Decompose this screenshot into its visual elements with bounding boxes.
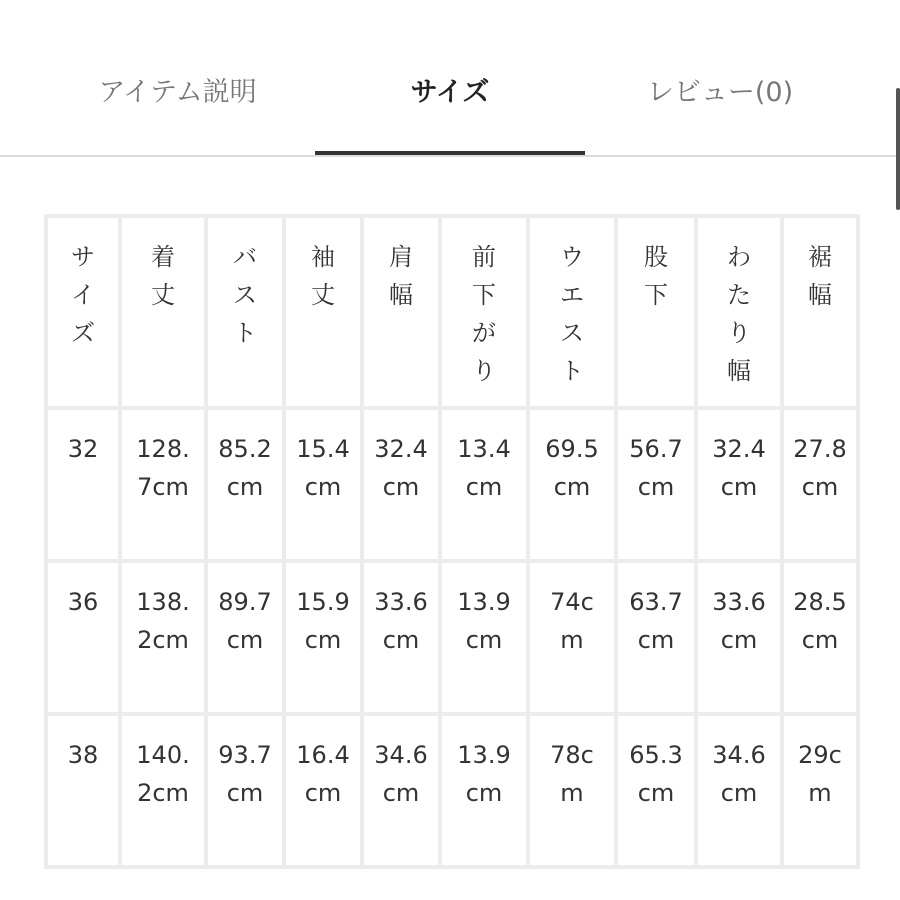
header-cell: 肩幅: [362, 216, 440, 408]
size-cell: 32: [46, 408, 120, 561]
tab-review[interactable]: レビュー(0): [646, 77, 794, 108]
header-cell: 着丈: [120, 216, 206, 408]
table-cell: 13.9cm: [440, 714, 528, 867]
table-cell: 93.7cm: [206, 714, 284, 867]
table-cell: 15.9cm: [284, 561, 362, 714]
table-cell: 78cm: [528, 714, 616, 867]
header-cell: 股下: [616, 216, 696, 408]
table-row: [46, 561, 858, 714]
table-cell: 33.6cm: [362, 561, 440, 714]
table-row: [46, 714, 858, 867]
table-cell: 29cm: [782, 714, 858, 867]
table-cell: 89.7cm: [206, 561, 284, 714]
table-cell: 28.5cm: [782, 561, 858, 714]
table-cell: 13.4cm: [440, 408, 528, 561]
header-cell: わたり幅: [696, 216, 782, 408]
size-cell: 36: [46, 561, 120, 714]
table-cell: 34.6cm: [696, 714, 782, 867]
header-cell: 袖丈: [284, 216, 362, 408]
table-cell: 140.2cm: [120, 714, 206, 867]
table-cell: 33.6cm: [696, 561, 782, 714]
tab-bar: [0, 0, 900, 157]
table-cell: 32.4cm: [696, 408, 782, 561]
header-cell: バスト: [206, 216, 284, 408]
table-cell: 56.7cm: [616, 408, 696, 561]
table-cell: 63.7cm: [616, 561, 696, 714]
size-cell: 38: [46, 714, 120, 867]
table-cell: 15.4cm: [284, 408, 362, 561]
table-cell: 65.3cm: [616, 714, 696, 867]
table-cell: 16.4cm: [284, 714, 362, 867]
table-cell: 138.2cm: [120, 561, 206, 714]
table-header-row: [46, 216, 858, 408]
table-cell: 13.9cm: [440, 561, 528, 714]
active-tab-indicator: [315, 151, 585, 155]
table-row: [46, 408, 858, 561]
size-table: [44, 214, 860, 869]
table-cell: 128.7cm: [120, 408, 206, 561]
header-cell: サイズ: [46, 216, 120, 408]
table-cell: 34.6cm: [362, 714, 440, 867]
scrollbar[interactable]: [896, 88, 900, 210]
tab-size[interactable]: サイズ: [410, 77, 490, 108]
header-cell: 前下がり: [440, 216, 528, 408]
table-cell: 85.2cm: [206, 408, 284, 561]
tab-item-description[interactable]: アイテム説明: [98, 77, 257, 108]
table-cell: 69.5cm: [528, 408, 616, 561]
table-cell: 27.8cm: [782, 408, 858, 561]
table-cell: 32.4cm: [362, 408, 440, 561]
table-cell: 74cm: [528, 561, 616, 714]
header-cell: 裾幅: [782, 216, 858, 408]
header-cell: ウエスト: [528, 216, 616, 408]
